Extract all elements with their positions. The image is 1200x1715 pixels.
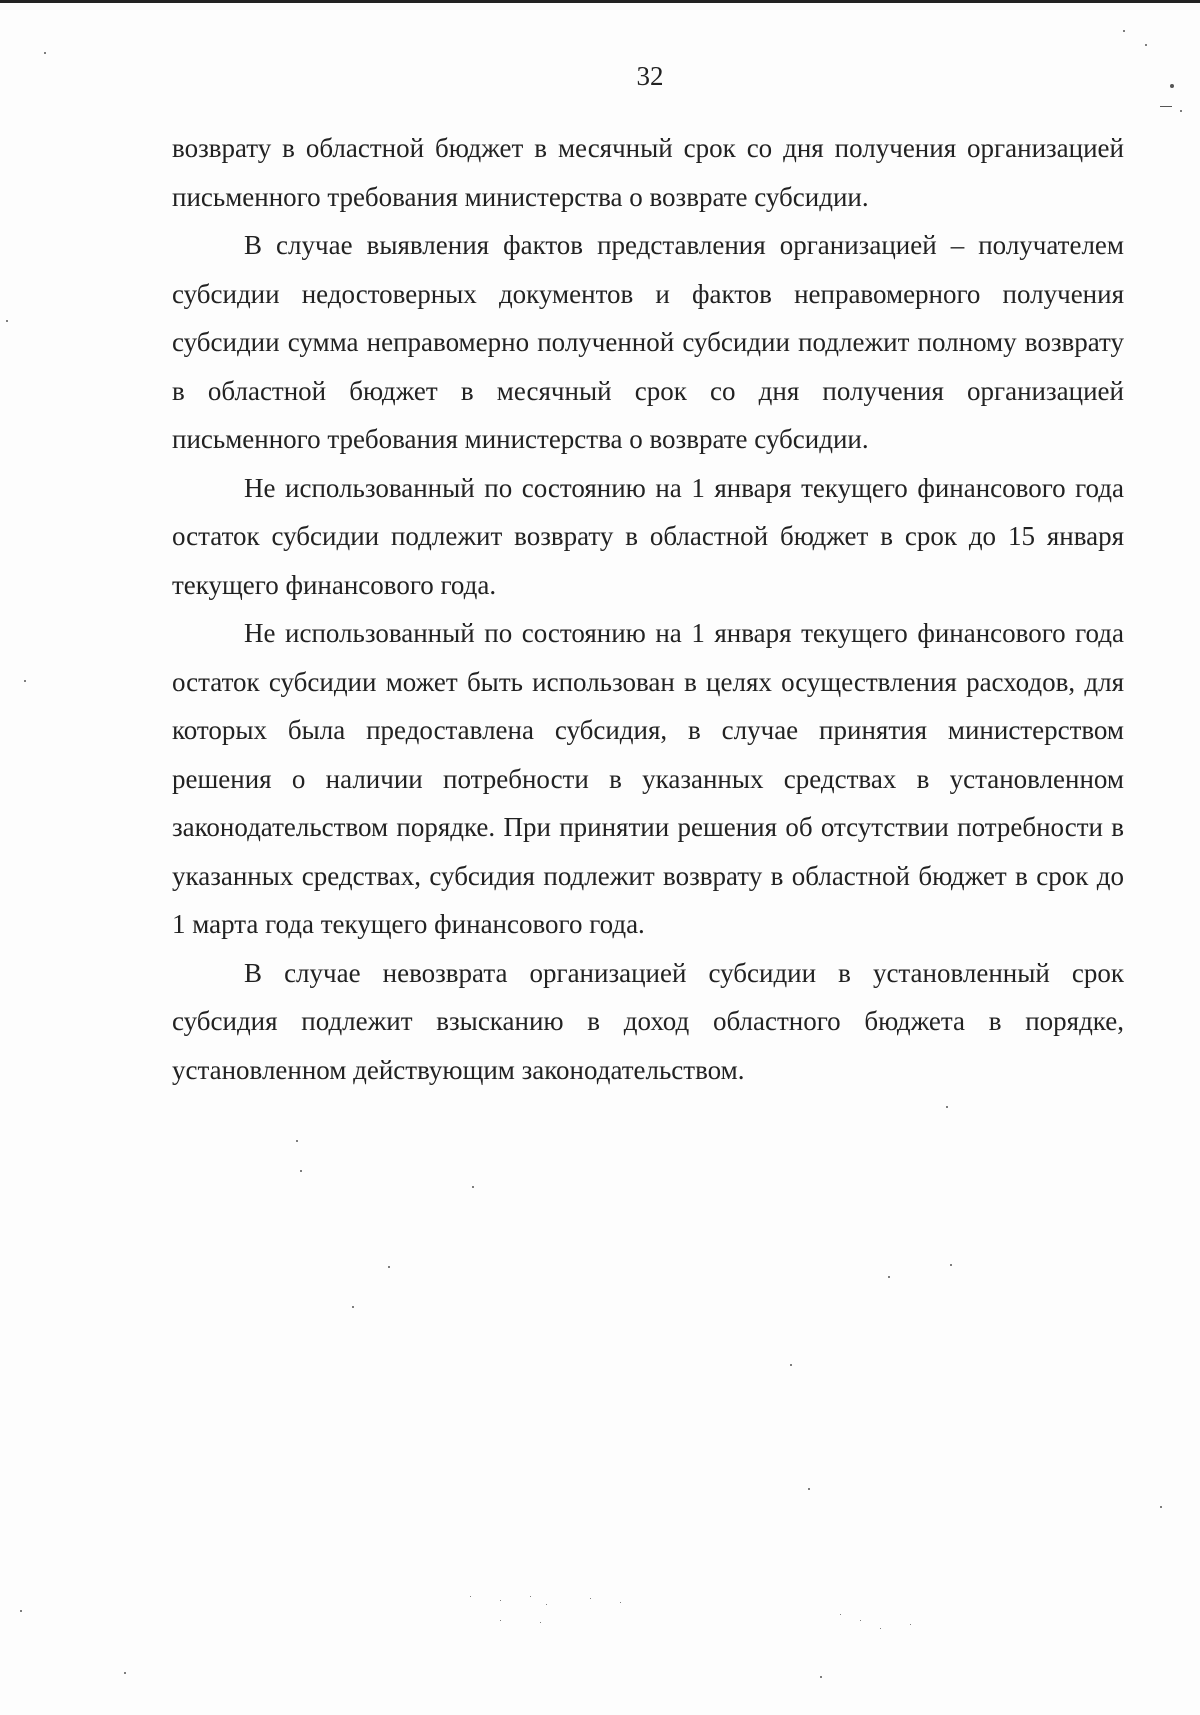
scan-speck — [1145, 44, 1147, 46]
scan-speck — [820, 1676, 822, 1678]
scan-speck — [946, 1106, 948, 1108]
scan-top-edge — [0, 0, 1200, 3]
paragraph: В случае невозврата организацией субсидии в установленный срок субсидия подлежит взысканию в доход областного бюджета в порядке, установленном действующим законодательством. — [172, 957, 1124, 1085]
scan-speck — [6, 320, 8, 322]
paragraph: Не использованный по состоянию на 1 января текущего финансового года остаток субсидии может быть использован в целях осуществления расходов, для которых была предоставлена субсидия, в случае принятия министерством решения о наличии потребности в указанных средствах в установленном законодательством порядке. При принятии решения об отсутствии потребности в указанных средствах, субсидия подлежит возврату в областной бюджет в срок до 1 марта года текущего финансового года. — [172, 618, 1124, 939]
scan-speck — [590, 1598, 591, 1599]
scan-speck — [44, 52, 46, 54]
scan-speck — [530, 1596, 531, 1597]
scan-speck — [840, 1614, 841, 1615]
scan-speck — [500, 1620, 501, 1621]
scan-speck — [470, 1596, 471, 1597]
scan-speck — [950, 1264, 952, 1266]
scan-speck — [296, 1140, 298, 1142]
scan-speck — [790, 1364, 792, 1366]
scan-speck — [1123, 30, 1125, 32]
paragraph: В случае выявления фактов представления организацией – получателем субсидии недостоверных документов и фактов неправомерного получения субсидии сумма неправомерно полученной субсидии подлежит полному возврату в областной бюджет в месячный срок со дня получения организацией письменного требования министерства о возврате субсидии. — [172, 230, 1124, 454]
scan-speck — [808, 1488, 810, 1490]
scan-speck — [540, 1622, 541, 1623]
page-number: 32 — [636, 61, 664, 91]
document-body — [172, 124, 1124, 1094]
scan-speck — [1160, 106, 1172, 107]
scan-speck — [24, 680, 26, 682]
scan-speck — [300, 1170, 302, 1172]
scan-speck — [888, 1276, 890, 1278]
scan-speck — [860, 1620, 861, 1621]
scan-speck — [1180, 110, 1182, 112]
scan-speck — [472, 1186, 474, 1188]
scan-speck — [500, 1600, 501, 1601]
scan-speck — [124, 1672, 126, 1674]
scan-speck — [620, 1602, 621, 1603]
scan-speck — [1160, 1506, 1162, 1508]
scan-speck — [546, 1604, 547, 1605]
paragraph-continuation: возврату в областной бюджет в месячный срок со дня получения организацией письменного требования министерства о возврате субсидии. — [172, 133, 1124, 212]
scan-speck — [910, 1624, 911, 1625]
scan-speck — [388, 1266, 390, 1268]
scan-speck — [880, 1628, 881, 1629]
scan-speck — [20, 1610, 22, 1612]
scan-speck — [1170, 84, 1174, 88]
paragraph: Не использованный по состоянию на 1 января текущего финансового года остаток субсидии подлежит возврату в областной бюджет в срок до 15 января текущего финансового года. — [172, 472, 1124, 600]
scan-speck — [352, 1306, 354, 1308]
